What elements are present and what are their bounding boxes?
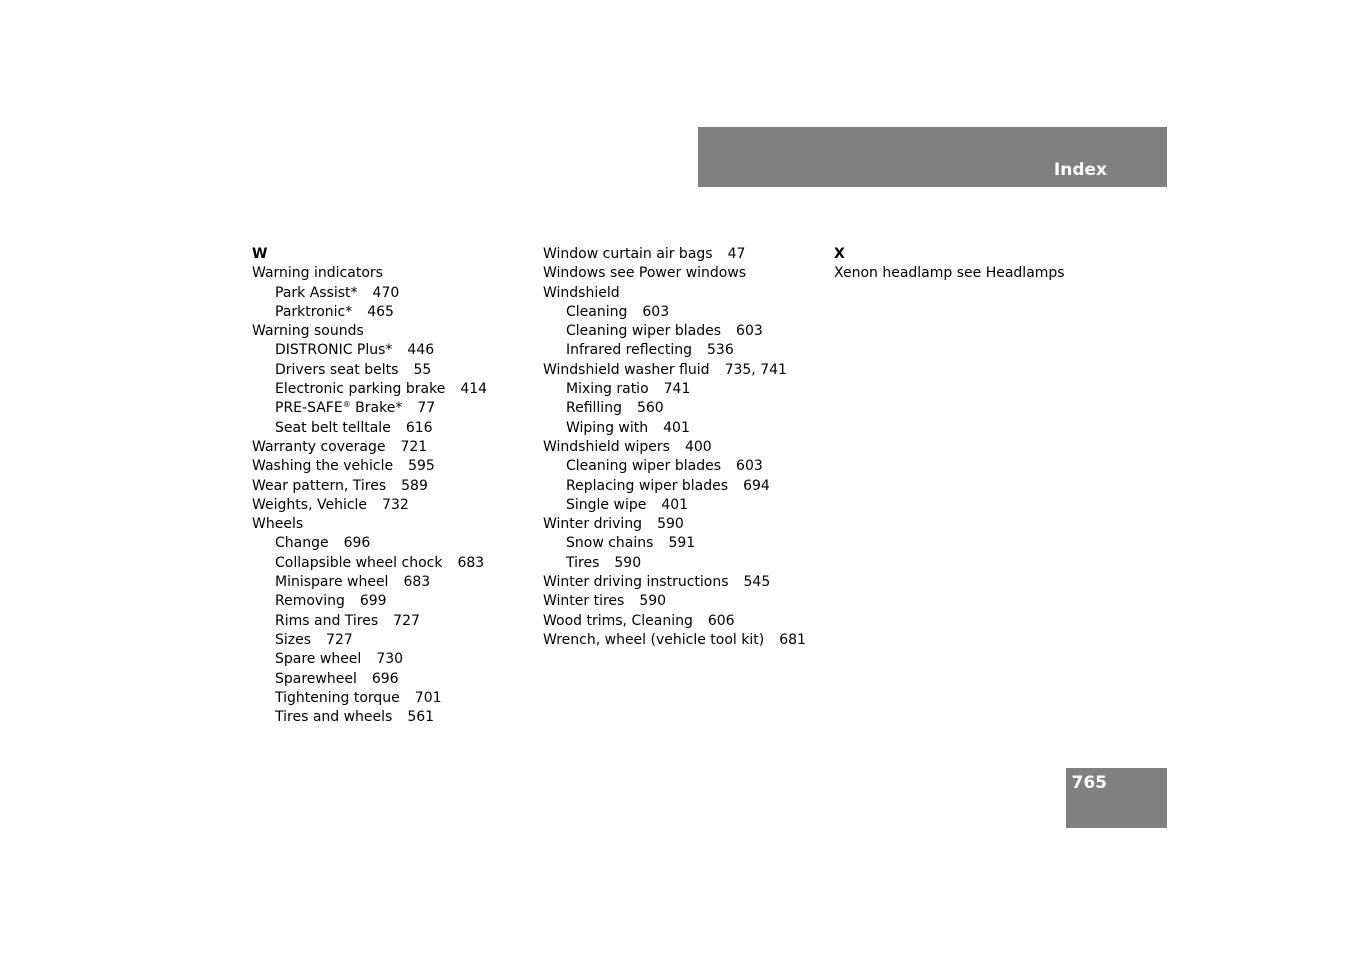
registered-mark: ® [342, 400, 351, 410]
entry-page-ref: 47 [727, 246, 746, 262]
entry-label: DISTRONIC Plus* [275, 342, 393, 359]
index-entry [543, 592, 806, 611]
entry-label: Sizes [275, 631, 312, 648]
entry-label: Mixing ratio [566, 381, 649, 398]
index-subentry [252, 361, 487, 380]
index-subentry [252, 708, 487, 727]
index-subentry [252, 689, 487, 708]
entry-label: PRE-SAFE [275, 400, 343, 417]
entry-page-ref: 681 [779, 631, 806, 648]
index-entry [543, 284, 806, 303]
index-subentry [543, 496, 806, 515]
index-entry [252, 264, 487, 283]
index-subentry [543, 380, 806, 399]
index-subentry [543, 534, 806, 553]
entry-label: Warning sounds [252, 323, 364, 340]
index-entry [543, 361, 806, 380]
index-entry [252, 322, 487, 341]
entry-label: Wood trims, Cleaning [543, 612, 693, 629]
index-subentry [543, 554, 806, 573]
entry-label: Rims and Tires [275, 612, 379, 629]
index-subentry [252, 399, 487, 418]
index-entry [252, 477, 487, 496]
entry-label: Cleaning wiper blades [566, 458, 722, 475]
entry-label: Sparewheel [275, 670, 357, 687]
entry-label: Change [275, 535, 329, 552]
entry-page-ref: 741 [663, 381, 691, 398]
index-section-letter: W [252, 246, 268, 262]
entry-label: Windows see Power windows [543, 265, 747, 282]
entry-label: Drivers seat belts [275, 361, 399, 378]
entry-page-ref: 606 [707, 612, 735, 629]
entry-label: Warranty coverage [252, 438, 386, 455]
index-subentry [543, 477, 806, 496]
entry-label: Winter driving [543, 516, 643, 533]
entry-page-ref: 470 [372, 284, 400, 301]
index-subentry [252, 303, 487, 322]
entry-label-continued: Brake* [350, 400, 403, 417]
entry-page-ref: 77 [417, 400, 436, 417]
index-entry [543, 573, 806, 592]
entry-page-ref: 590 [614, 554, 642, 571]
entry-label: Wear pattern, Tires [252, 477, 387, 494]
entry-label: Tires [566, 554, 600, 571]
entry-page-ref: 683 [457, 554, 485, 571]
index-entry [543, 631, 806, 650]
entry-label: Infrared reflecting [566, 342, 692, 359]
index-subentry [543, 322, 806, 341]
entry-label: Windshield wipers [543, 438, 670, 455]
entry-label: Replacing wiper blades [566, 477, 729, 494]
index-subentry [543, 341, 806, 360]
entry-page-ref: 414 [460, 381, 488, 398]
entry-page-ref: 732 [382, 496, 409, 513]
entry-label: Snow chains [566, 535, 654, 552]
entry-page-ref: 735, 741 [724, 361, 787, 378]
entry-label: Weights, Vehicle [252, 496, 368, 513]
entry-label: Wheels [252, 516, 304, 533]
index-subentry [252, 573, 487, 592]
index-subentry [252, 419, 487, 438]
entry-page-ref: 545 [743, 574, 771, 591]
index-column-3 [834, 245, 1065, 284]
entry-page-ref: 721 [400, 438, 428, 455]
entry-label: Wiping with [566, 419, 649, 436]
entry-page-ref: 591 [668, 535, 696, 552]
entry-page-ref: 536 [707, 342, 734, 359]
index-entry [543, 438, 806, 457]
index-subentry [543, 457, 806, 476]
entry-page-ref: 55 [413, 361, 432, 378]
page-title: Index [1053, 160, 1107, 180]
entry-page-ref: 603 [642, 303, 670, 320]
entry-page-ref: 603 [736, 458, 763, 475]
entry-page-ref: 400 [684, 438, 712, 455]
index-entry [252, 515, 487, 534]
entry-page-ref: 694 [743, 477, 770, 494]
entry-label: Warning indicators [252, 265, 383, 282]
index-entry [543, 612, 806, 631]
index-entry [252, 438, 487, 457]
entry-label: Winter tires [543, 593, 625, 610]
index-subentry [252, 631, 487, 650]
entry-label: Tightening torque [275, 689, 400, 706]
entry-label: Removing [275, 593, 345, 610]
index-entry [252, 496, 487, 515]
index-subentry [252, 380, 487, 399]
index-entry [543, 264, 806, 283]
entry-label: Washing the vehicle [252, 458, 394, 475]
entry-label: Minispare wheel [275, 574, 389, 591]
index-subentry [252, 534, 487, 553]
index-subentry [252, 650, 487, 669]
index-entry [543, 515, 806, 534]
entry-page-ref: 589 [401, 477, 428, 494]
index-column-2 [543, 245, 806, 650]
entry-label: Windshield washer fluid [543, 361, 710, 378]
entry-page-ref: 696 [371, 670, 399, 687]
entry-page-ref: 561 [407, 709, 435, 726]
entry-label: Parktronic* [275, 303, 353, 320]
index-header-bar [698, 127, 1167, 187]
entry-page-ref: 446 [407, 342, 435, 359]
index-subentry [252, 592, 487, 611]
index-column-1 [252, 245, 487, 727]
index-subentry [543, 399, 806, 418]
page-number-box [1066, 768, 1167, 828]
index-subentry [252, 670, 487, 689]
index-entry [543, 245, 806, 264]
index-section-letter: X [834, 246, 845, 262]
index-entry [252, 457, 487, 476]
entry-page-ref: 590 [639, 593, 667, 610]
entry-page-ref: 699 [359, 593, 387, 610]
entry-label: Seat belt telltale [275, 419, 391, 436]
entry-page-ref: 560 [636, 400, 664, 417]
entry-page-ref: 595 [408, 458, 435, 475]
entry-label: Park Assist* [275, 284, 358, 301]
entry-page-ref: 401 [663, 419, 690, 436]
index-subentry [543, 303, 806, 322]
entry-page-ref: 727 [326, 631, 353, 648]
index-subentry [252, 612, 487, 631]
entry-page-ref: 465 [367, 303, 394, 320]
entry-label: Electronic parking brake [275, 381, 446, 398]
index-subentry [252, 284, 487, 303]
entry-page-ref: 727 [393, 612, 420, 629]
entry-page-ref: 603 [736, 323, 763, 340]
page-number: 765 [1071, 773, 1107, 793]
index-subentry [252, 341, 487, 360]
entry-label: Single wipe [566, 496, 647, 513]
entry-label: Collapsible wheel chock [275, 554, 443, 571]
entry-label: Cleaning wiper blades [566, 323, 722, 340]
entry-label: Wrench, wheel (vehicle tool kit) [543, 631, 765, 648]
entry-label: Window curtain air bags [543, 246, 713, 262]
entry-page-ref: 401 [661, 496, 689, 513]
entry-label: Cleaning [566, 303, 628, 320]
entry-label: Xenon headlamp see Headlamps [834, 265, 1065, 282]
index-subentry [252, 554, 487, 573]
index-entry [834, 264, 1065, 283]
entry-page-ref: 590 [657, 516, 684, 533]
entry-page-ref: 696 [343, 535, 371, 552]
index-subentry [543, 419, 806, 438]
entry-page-ref: 730 [376, 651, 404, 668]
entry-label: Tires and wheels [275, 709, 393, 726]
entry-page-ref: 683 [403, 574, 431, 591]
entry-page-ref: 616 [405, 419, 433, 436]
entry-label: Windshield [543, 284, 620, 301]
entry-label: Spare wheel [275, 651, 362, 668]
entry-page-ref: 701 [414, 689, 442, 706]
entry-label: Winter driving instructions [543, 574, 729, 591]
entry-label: Refilling [566, 400, 622, 417]
